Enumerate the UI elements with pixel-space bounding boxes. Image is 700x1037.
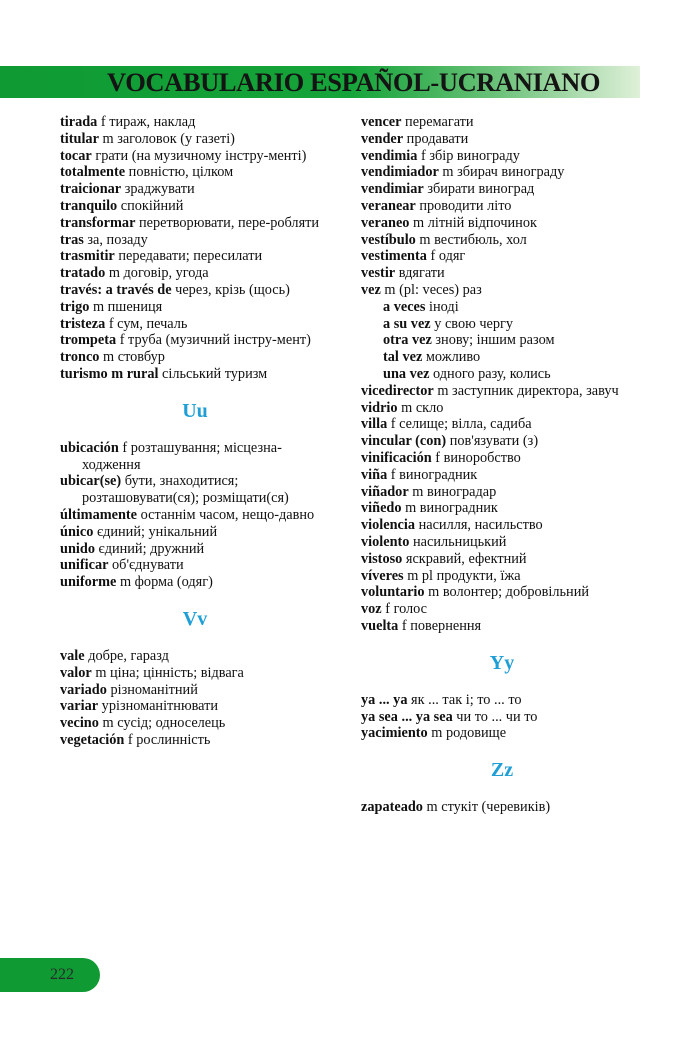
definition: f розташування; місцезна-ходження [82,439,282,473]
definition: f труба (музичний інстру-мент) [116,332,311,349]
definition: різноманітний [106,681,198,698]
t-entries [60,114,330,383]
dictionary-entry [60,114,330,131]
dictionary-entry [60,648,330,665]
definition: m родовище [427,725,507,742]
headword: violencia [361,517,416,534]
headword: vicedirector [361,382,434,399]
dictionary-entry [361,517,643,534]
definition: чи то ... чи то [452,708,538,725]
definition: можливо [422,349,481,366]
headword: otra vez [383,332,432,349]
headword: vendimiar [361,181,424,198]
definition: сільський туризм [158,365,268,382]
dictionary-entry [60,198,330,215]
headword: tronco [60,349,100,366]
dictionary-subentry [361,349,643,366]
dictionary-entry [60,574,330,591]
headword: uniforme [60,574,117,591]
definition: m договір, угода [105,265,209,282]
headword: vestimenta [361,248,427,265]
definition: f тираж, наклад [97,114,196,130]
definition: урізноманітнювати [98,698,219,715]
headword: totalmente [60,164,126,181]
u-entries [60,440,330,591]
headword: a su vez [383,315,431,332]
headword: viñador [361,483,409,500]
headword: villa [361,416,388,433]
definition: f сум, печаль [105,315,188,332]
headword: voluntario [361,584,425,601]
headword: vestir [361,265,396,282]
dictionary-entry [60,299,330,316]
definition: вдягати [395,265,445,282]
dictionary-entry [60,366,330,383]
section-letter-y: Yy [489,651,515,674]
definition: m пшениця [89,298,163,315]
dictionary-entry [60,332,330,349]
headword: yacimiento [361,725,428,742]
definition: останнім часом, нещо-давно [137,506,315,523]
dictionary-entry [361,131,643,148]
dictionary-entry [60,265,330,282]
page-number: 222 [50,966,74,983]
dictionary-entry [60,440,330,474]
definition: f виноградник [387,466,478,483]
definition: f повернення [398,617,482,634]
definition: через, крізь (щось) [171,281,290,298]
dictionary-entry [361,265,643,282]
definition: повністю, цілком [125,164,234,181]
definition: m заголовок (у газеті) [98,130,235,147]
dictionary-subentry [361,366,643,383]
headword: ya ... ya [361,691,408,708]
v-entries-right-2 [361,383,643,635]
dictionary-entry [361,198,643,215]
headword: único [60,523,94,540]
dictionary-entry [60,507,330,524]
definition: m стовбур [99,349,165,366]
dictionary-entry [361,725,643,742]
definition: f голос [381,601,428,618]
definition: за, позаду [83,231,148,248]
definition: спокійний [117,197,184,214]
dictionary-entry [60,732,330,749]
headword: titular [60,130,99,147]
headword: trompeta [60,332,117,349]
dictionary-entry [361,584,643,601]
headword: violento [361,533,410,550]
definition: m ціна; цінність; відвага [91,664,244,681]
dictionary-entry [60,131,330,148]
definition: m скло [397,399,444,416]
headword: ubicar(se) [60,473,122,490]
headword: vender [361,130,404,147]
headword: voz [361,601,382,618]
headword: últimamente [60,506,138,523]
dictionary-entry [361,450,643,467]
dictionary-entry [60,282,330,299]
definition: f рослинність [124,731,211,748]
dictionary-entry [361,400,643,417]
headword: valor [60,664,92,681]
dictionary-entry [361,215,643,232]
headword: vuelta [361,617,399,634]
dictionary-entry [361,601,643,618]
left-column [60,114,330,749]
definition: f селище; вілла, садиба [387,416,532,433]
dictionary-entry [361,181,643,198]
definition: f одяг [426,248,466,265]
dictionary-entry [361,164,643,181]
definition: перетворювати, пере-робляти [135,214,320,231]
right-column [361,114,643,816]
headword: vale [60,647,85,664]
dictionary-entry [60,215,330,232]
dictionary-entry [361,383,643,400]
definition: m стукіт (черевиків) [422,799,551,816]
dictionary-entry [361,232,643,249]
dictionary-entry [60,665,330,682]
headword: vendimia [361,147,418,164]
definition: m літній відпочинок [409,214,537,231]
definition: іноді [425,298,459,315]
dictionary-entry [361,282,643,299]
dictionary-entry [60,682,330,699]
headword: viña [361,466,388,483]
headword: tristeza [60,315,106,332]
headword: trasmitir [60,248,115,265]
headword: veraneo [361,214,410,231]
dictionary-entry [60,248,330,265]
v-entries-right [361,114,643,299]
headword: variar [60,698,99,715]
definition: m виноградар [408,483,497,500]
headword: vegetación [60,731,125,748]
headword: variado [60,681,107,698]
dictionary-entry [361,467,643,484]
headword: vecino [60,715,99,732]
definition: одного разу, колись [429,365,551,382]
definition: грати (на музичному інстру-менті) [91,147,307,164]
definition: пов'язувати (з) [446,433,539,450]
definition: m форма (одяг) [116,574,213,591]
headword: través: a través de [60,281,172,298]
headword: trigo [60,298,90,315]
dictionary-entry [60,316,330,333]
definition: насилля, насильство [415,517,543,534]
dictionary-entry [361,500,643,517]
headword: transformar [60,214,136,231]
definition: проводити літо [415,197,512,214]
dictionary-entry [60,541,330,558]
dictionary-entry [361,433,643,450]
dictionary-entry [60,715,330,732]
definition: зраджувати [121,181,195,198]
definition: передавати; пересилати [114,248,263,265]
definition: у свою чергу [430,315,514,332]
dictionary-entry [60,232,330,249]
headword: vinificación [361,449,432,466]
vez-subentries [361,299,643,383]
definition: яскравий, ефектний [402,550,527,567]
definition: f збір винограду [417,147,520,164]
definition: бути, знаходитися; розташовувати(ся); розміщати(ся) [82,473,289,507]
definition: добре, гаразд [84,647,169,664]
headword: una vez [383,365,430,382]
dictionary-entry [361,709,643,726]
dictionary-subentry [361,316,643,333]
dictionary-entry [60,473,330,507]
definition: як ... так і; то ... то [407,691,522,708]
headword: tirada [60,114,98,130]
dictionary-entry [361,248,643,265]
headword: víveres [361,567,404,584]
dictionary-subentry [361,299,643,316]
definition: m вестибюль, хол [415,231,527,248]
definition: продавати [403,130,469,147]
headword: vencer [361,114,402,130]
definition: єдиний; дружний [94,540,205,557]
headword: a veces [383,298,426,315]
headword: unificar [60,557,109,574]
v-entries-left [60,648,330,749]
dictionary-entry [361,692,643,709]
headword: ya sea ... ya sea [361,708,453,725]
headword: tratado [60,265,106,282]
headword: vendimiador [361,164,439,181]
headword: tranquilo [60,197,118,214]
definition: m заступник директора, завуч [433,382,619,399]
headword: veranear [361,197,416,214]
definition: збирати виноград [423,181,535,198]
dictionary-entry [60,148,330,165]
z-entries [361,799,643,816]
definition: об'єднувати [108,557,184,574]
headword: vistoso [361,550,403,567]
headword: ubicación [60,439,119,456]
headword: traicionar [60,181,122,198]
definition: єдиний; унікальний [93,523,218,540]
dictionary-entry [361,416,643,433]
definition: m збирач винограду [438,164,565,181]
section-letter-u: Uu [182,399,208,422]
page-title: VOCABULARIO ESPAÑOL-UCRANIANO [107,67,601,97]
definition: m виноградник [401,500,498,517]
dictionary-entry [361,618,643,635]
y-entries [361,692,643,742]
headword: unido [60,540,95,557]
dictionary-entry [361,568,643,585]
headword: viñedo [361,500,402,517]
definition: m волонтер; добровільний [424,584,589,601]
dictionary-entry [60,524,330,541]
headword: vestíbulo [361,231,416,248]
definition: f виноробство [431,449,521,466]
headword: zapateado [361,799,423,816]
dictionary-entry [60,557,330,574]
headword: vidrio [361,399,398,416]
definition: m сусід; односелець [98,715,226,732]
headword: vez [361,281,381,298]
dictionary-entry [60,698,330,715]
dictionary-entry [60,164,330,181]
dictionary-entry [361,534,643,551]
definition: насильницький [409,533,507,550]
definition: перемагати [401,114,474,130]
dictionary-entry [361,484,643,501]
section-letter-z: Zz [490,759,514,782]
dictionary-entry [361,148,643,165]
section-letter-v: Vv [182,607,208,630]
definition: m (pl: veces) раз [380,281,482,298]
dictionary-entry [361,114,643,131]
headword: turismo m rural [60,365,159,382]
headword: tocar [60,147,92,164]
dictionary-subentry [361,332,643,349]
headword: tal vez [383,349,423,366]
dictionary-entry [361,551,643,568]
headword: tras [60,231,84,248]
definition: знову; іншим разом [431,332,555,349]
dictionary-entry [60,181,330,198]
definition: m pl продукти, їжа [403,567,521,584]
headword: vincular (con) [361,433,447,450]
dictionary-entry [361,799,643,816]
dictionary-entry [60,349,330,366]
